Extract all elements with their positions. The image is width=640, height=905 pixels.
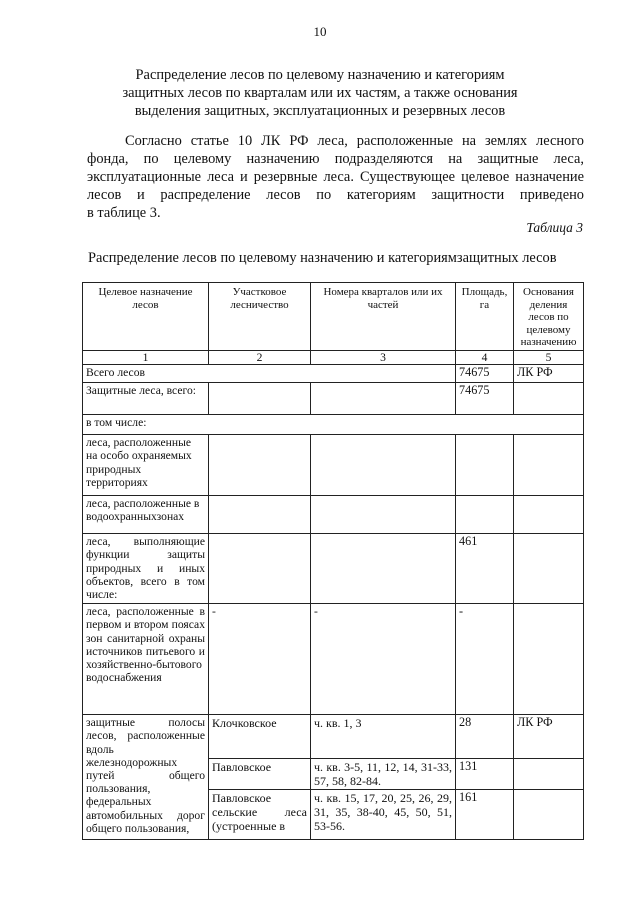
table-row [83, 715, 584, 759]
cell-area: 74675 [456, 365, 514, 383]
cell-quarters [311, 435, 456, 496]
column-header: Площадь, га [456, 283, 514, 351]
page-bottom-margin [0, 877, 640, 905]
heading-line: Распределение лесов по целевому назначению и категориям [135, 67, 505, 83]
cell-district: Клочковское [209, 715, 311, 759]
cell-basis: ЛК РФ [514, 365, 584, 383]
cell-basis: ЛК РФ [514, 715, 584, 759]
cell-purpose: леса, выполняющие функции защиты природных и иных объектов, всего в том числе: [83, 534, 209, 604]
table-row [83, 534, 584, 604]
table-row [83, 496, 584, 534]
paragraph-line: в таблице 3. [87, 205, 161, 221]
column-header: Целевое назначение лесов [83, 283, 209, 351]
cell-quarters [311, 383, 456, 415]
column-number: 4 [456, 351, 514, 365]
cell-district [209, 435, 311, 496]
cell-district: Павловское [209, 759, 311, 790]
paragraph-line: лесов и распределение лесов по категориям защитности приведено [87, 187, 584, 203]
table-label: Таблица 3 [526, 220, 583, 235]
cell-basis [514, 383, 584, 415]
cell-area [456, 435, 514, 496]
page-number: 10 [313, 24, 327, 39]
cell-quarters: ч. кв. 1, 3 [311, 715, 456, 759]
cell-quarters: ч. кв. 15, 17, 20, 25, 26, 29, 31, 35, 38-40, 45, 50, 51, 53-56. [311, 790, 456, 840]
heading-line: выделения защитных, эксплуатационных и резервных лесов [134, 103, 506, 119]
table-title: Распределение лесов по целевому назначению и категориямзащитных лесов [88, 250, 557, 266]
cell-basis [514, 790, 584, 840]
cell-quarters [311, 534, 456, 604]
cell-purpose: в том числе: [83, 415, 584, 435]
body-paragraph [87, 132, 584, 222]
cell-area: 161 [456, 790, 514, 840]
column-number: 1 [83, 351, 209, 365]
cell-purpose: леса, расположенные в первом и втором поясах зон санитарной охраны источников питьевого и хозяйственно-бытового водоснабжения [83, 604, 209, 715]
section-heading [100, 66, 540, 120]
column-number: 5 [514, 351, 584, 365]
cell-basis [514, 604, 584, 715]
cell-district [209, 534, 311, 604]
cell-basis [514, 435, 584, 496]
table-row [83, 435, 584, 496]
cell-purpose: леса, расположенные в водоохранныхзонах [83, 496, 209, 534]
cell-quarters: ч. кв. 3-5, 11, 12, 14, 31-33, 57, 58, 82-84. [311, 759, 456, 790]
cell-basis [514, 759, 584, 790]
cell-district [209, 496, 311, 534]
cell-area: 74675 [456, 383, 514, 415]
column-header: Участковое лесничество [209, 283, 311, 351]
forest-distribution-table [82, 282, 584, 840]
table-header-row [83, 283, 584, 351]
cell-area: - [456, 604, 514, 715]
paragraph-line: фонда, по целевому назначению подразделяются на защитные леса, [87, 151, 584, 167]
cell-basis [514, 534, 584, 604]
cell-purpose: Всего лесов [83, 365, 456, 383]
cell-area: 28 [456, 715, 514, 759]
cell-district: Павловское сельские леса (устроенные в [209, 790, 311, 840]
cell-purpose: Защитные леса, всего: [83, 383, 209, 415]
cell-purpose: защитные полосы лесов, расположенные вдоль железнодорожных путей общего пользования, федеральных автомобильных дорог общего пользования, [83, 715, 209, 840]
table-row [83, 365, 584, 383]
cell-quarters: - [311, 604, 456, 715]
paragraph-line: эксплуатационные леса и резервные леса. Существующее целевое назначение [87, 169, 584, 185]
heading-line: защитных лесов по кварталам или их частям, а также основания [122, 85, 518, 101]
cell-area: 461 [456, 534, 514, 604]
table-row [83, 415, 584, 435]
column-number-row [83, 351, 584, 365]
cell-basis [514, 496, 584, 534]
cell-quarters [311, 496, 456, 534]
paragraph-line: Согласно статье 10 ЛК РФ леса, расположенные на землях лесного [125, 133, 584, 149]
cell-area: 131 [456, 759, 514, 790]
table-row [83, 604, 584, 715]
column-header: Основания деления лесов по целевому назначению [514, 283, 584, 351]
cell-district [209, 383, 311, 415]
cell-area [456, 496, 514, 534]
column-number: 2 [209, 351, 311, 365]
column-header: Номера кварталов или их частей [311, 283, 456, 351]
table-row [83, 383, 584, 415]
cell-purpose: леса, расположенные на особо охраняемых природных территориях [83, 435, 209, 496]
column-number: 3 [311, 351, 456, 365]
cell-district: - [209, 604, 311, 715]
